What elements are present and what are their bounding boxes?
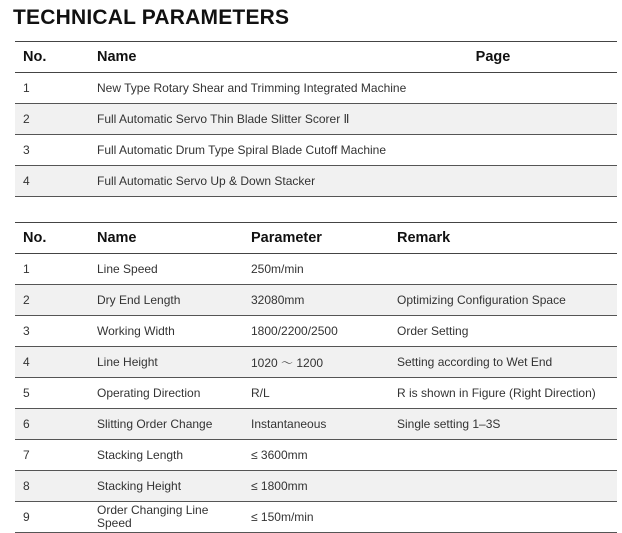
header-no: No.	[15, 223, 89, 254]
cell-parameter: 250m/min	[243, 254, 389, 285]
header-name: Name	[89, 223, 243, 254]
table-row	[15, 166, 617, 197]
cell-name: Stacking Height	[89, 471, 243, 502]
cell-remark	[389, 471, 617, 502]
cell-no: 9	[15, 502, 89, 533]
cell-no: 4	[15, 347, 89, 378]
page-title: TECHNICAL PARAMETERS	[13, 6, 290, 29]
table-row	[15, 104, 617, 135]
header-page: Page	[369, 42, 617, 73]
table-row	[15, 440, 617, 471]
cell-name: Line Speed	[89, 254, 243, 285]
cell-parameter: ≤ 3600mm	[243, 440, 389, 471]
cell-remark: Single setting 1–3S	[389, 409, 617, 440]
cell-no: 1	[15, 254, 89, 285]
cell-remark: Order Setting	[389, 316, 617, 347]
cell-no: 2	[15, 285, 89, 316]
cell-no: 2	[15, 104, 89, 135]
cell-remark	[389, 254, 617, 285]
cell-no: 7	[15, 440, 89, 471]
cell-parameter: ≤ 1800mm	[243, 471, 389, 502]
table-row	[15, 378, 617, 409]
cell-parameter: R/L	[243, 378, 389, 409]
cell-name: New Type Rotary Shear and Trimming Integrated Machine	[89, 73, 617, 104]
cell-name: Operating Direction	[89, 378, 243, 409]
cell-no: 3	[15, 316, 89, 347]
header-remark: Remark	[389, 223, 617, 254]
table-row	[15, 135, 617, 166]
cell-name: Full Automatic Servo Thin Blade Slitter Scorer Ⅱ	[89, 104, 617, 135]
parameters-table	[15, 222, 617, 533]
cell-name: Full Automatic Drum Type Spiral Blade Cutoff Machine	[89, 135, 617, 166]
cell-no: 1	[15, 73, 89, 104]
table-row	[15, 254, 617, 285]
cell-no: 3	[15, 135, 89, 166]
cell-parameter: 1800/2200/2500	[243, 316, 389, 347]
table-row	[15, 409, 617, 440]
cell-parameter: Instantaneous	[243, 409, 389, 440]
cell-remark	[389, 440, 617, 471]
table-row	[15, 316, 617, 347]
cell-no: 8	[15, 471, 89, 502]
table-header-row	[15, 42, 617, 73]
cell-remark: Optimizing Configuration Space	[389, 285, 617, 316]
cell-remark: Setting according to Wet End	[389, 347, 617, 378]
cell-name: Full Automatic Servo Up & Down Stacker	[89, 166, 617, 197]
table-header-row	[15, 223, 617, 254]
cell-parameter: ≤ 150m/min	[243, 502, 389, 533]
header-no: No.	[15, 42, 89, 73]
table-row	[15, 73, 617, 104]
cell-no: 4	[15, 166, 89, 197]
cell-parameter: 1020 ～ 1200	[243, 347, 389, 378]
cell-no: 6	[15, 409, 89, 440]
header-name: Name	[89, 42, 369, 73]
table-row	[15, 347, 617, 378]
cell-name: Slitting Order Change	[89, 409, 243, 440]
cell-name: Order Changing Line Speed	[89, 502, 243, 533]
cell-remark: R is shown in Figure (Right Direction)	[389, 378, 617, 409]
header-parameter: Parameter	[243, 223, 389, 254]
cell-parameter: 32080mm	[243, 285, 389, 316]
cell-name: Line Height	[89, 347, 243, 378]
cell-name: Dry End Length	[89, 285, 243, 316]
cell-no: 5	[15, 378, 89, 409]
cell-name: Stacking Length	[89, 440, 243, 471]
table-row	[15, 471, 617, 502]
machines-table	[15, 41, 617, 197]
table-row	[15, 285, 617, 316]
cell-name: Working Width	[89, 316, 243, 347]
